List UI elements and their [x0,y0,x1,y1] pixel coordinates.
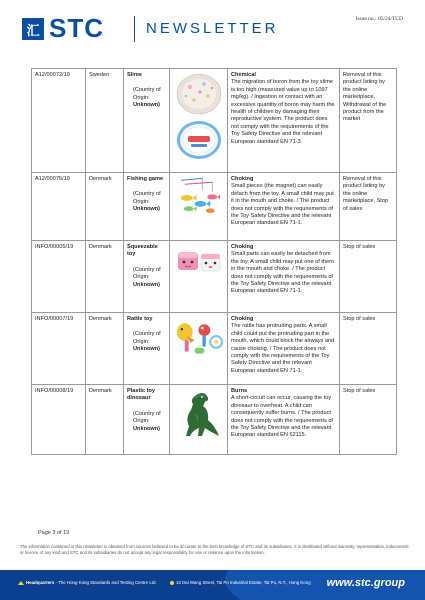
address-text: 10 Dai Wang Street, Tai Po Industrial Estate, Tai Po, N.T., Hong Kong [176,580,311,585]
product-cell [124,241,170,313]
toy-dinosaur-icon [175,388,223,440]
origin-note [133,331,166,353]
header-divider [134,16,135,42]
origin-note [133,87,166,109]
origin-value: Unknown) [133,425,161,432]
origin-label: (Country of Origin: [133,87,161,101]
country-cell: Denmark [86,385,124,455]
risk-description: A short-circuit can occur, causing the toy dinosaur to overheat. A child can consequently suffer burns. / The product does not comply with the requirements of the Toy Safety Directive and the relevant European standard EN 62115. [231,395,333,439]
image-cell [170,385,228,455]
slime-icon [174,72,224,162]
address-info [170,580,311,585]
table-row [32,241,397,313]
reference-cell: A12/00075/19 [32,173,86,241]
location-pin-icon [170,581,174,585]
risk-cell [228,313,340,385]
country-cell: Denmark [86,173,124,241]
origin-label: (Country of Origin: [133,410,161,425]
reference-cell: A12/00072/19 [32,69,86,173]
origin-value: Unknown) [133,102,161,109]
company-name: - The Hong Kong Standards and Testing Centre Ltd. [54,580,157,585]
image-cell [170,313,228,385]
product-name: Slime [127,72,142,78]
origin-label: (Country of Origin: [133,191,161,205]
table-row [32,173,397,241]
risk-cell [228,241,340,313]
origin-note [133,191,166,213]
website-link[interactable]: www.stc.group [326,577,405,589]
page-header [0,0,425,62]
risk-type: Choking [231,316,254,322]
origin-note [133,411,166,433]
contact-bar [0,570,425,600]
product-cell [124,69,170,173]
country-cell: Denmark [86,241,124,313]
origin-note [133,267,166,289]
home-icon [18,581,24,585]
reference-cell: INFO/00008/19 [32,385,86,455]
headquarters-label: Headquarters [26,580,55,585]
product-cell [124,385,170,455]
product-name: Squeezable toy [127,244,158,258]
risk-cell [228,69,340,173]
image-cell [170,69,228,173]
fishing-game-icon [173,176,224,216]
risk-type: Choking [231,244,254,250]
stc-logo-mark: 汇 [22,18,44,40]
product-name: Fishing game [127,176,164,182]
country-cell: Denmark [86,313,124,385]
origin-value: Unknown) [133,346,161,353]
measure-cell: Removal of this product listing by the online marketplace, Stop of sales [340,173,397,241]
measure-cell: Stop of sales [340,241,397,313]
table-row [32,385,397,455]
recall-table [31,68,397,455]
measure-cell: Removal of this product listing by the online marketplace, Withdrawal of the product from the market [340,69,397,173]
risk-description: The rattle has protruding parts. A small child could put the protruding part in the mouth, which could block the airways and cause choking. / The product does not comply with the requirements of the Toy Safety Directive and the relevant European standard EN 71-1. [231,323,335,374]
image-cell [170,173,228,241]
risk-type: Burns [231,388,248,394]
risk-cell [228,385,340,455]
product-name: Plastic toy dinosaur [127,388,155,402]
page-number: Page 3 of 19 [38,530,70,536]
product-name: Rattle toy [127,316,153,322]
country-cell: Sweden [86,69,124,173]
reference-cell: INFO/00005/19 [32,241,86,313]
origin-label: (Country of Origin: [133,331,161,345]
origin-label: (Country of Origin: [133,266,161,281]
measure-cell: Stop of sales [340,385,397,455]
rattle-toy-icon [173,316,224,358]
risk-type: Chemical [231,72,256,78]
newsletter-title: NEWSLETTER [146,20,279,37]
stc-logo-text: STC [49,13,104,43]
risk-type: Choking [231,176,254,182]
issue-number: Issue no.: 05/24/TCD [355,16,403,22]
origin-value: Unknown) [133,281,161,288]
reference-cell: INFO/00007/19 [32,313,86,385]
measure-cell: Stop of sales [340,313,397,385]
risk-description: The migration of boron from the toy slime is too high (measured value up to 1097 mg/kg). / Ingestion or contact with an excessive quantity of boron may harm the health of children by damaging their reproductive system. The product does not comply with the requirements of the Toy Safety Directive and the relevant European standard EN 71-3. [231,79,335,145]
product-cell [124,313,170,385]
origin-value: Unknown) [133,206,161,213]
table-row [32,313,397,385]
risk-description: Small parts can easily be detached from the toy. A small child may put one of them in the mouth and choke. / The product does not comply with the requirements of the Toy Safety Directive and the relevant European standard EN 71-1. [231,251,334,295]
image-cell [170,241,228,313]
disclaimer-text: The information contained in this newsletter is obtained from sources believed to be accurate to the best knowledge of STC and its subsidiaries. It is distributed without warranty, representation, inducement or licence of any kind and STC and its subsidiaries do not accept any legal responsibility for use or reliance upon the information. [20,544,409,555]
squeezable-toy-icon [174,244,224,280]
product-cell [124,173,170,241]
risk-cell [228,173,340,241]
risk-description: Small pieces (the magnet) can easily detach from the toy. A small child may put it in the mouth and choke. / The product does not comply with the requirements of the Toy Safety Directive and the relevant European standard EN 71-1. [231,183,334,227]
headquarters-info [18,580,157,585]
table-row [32,69,397,173]
